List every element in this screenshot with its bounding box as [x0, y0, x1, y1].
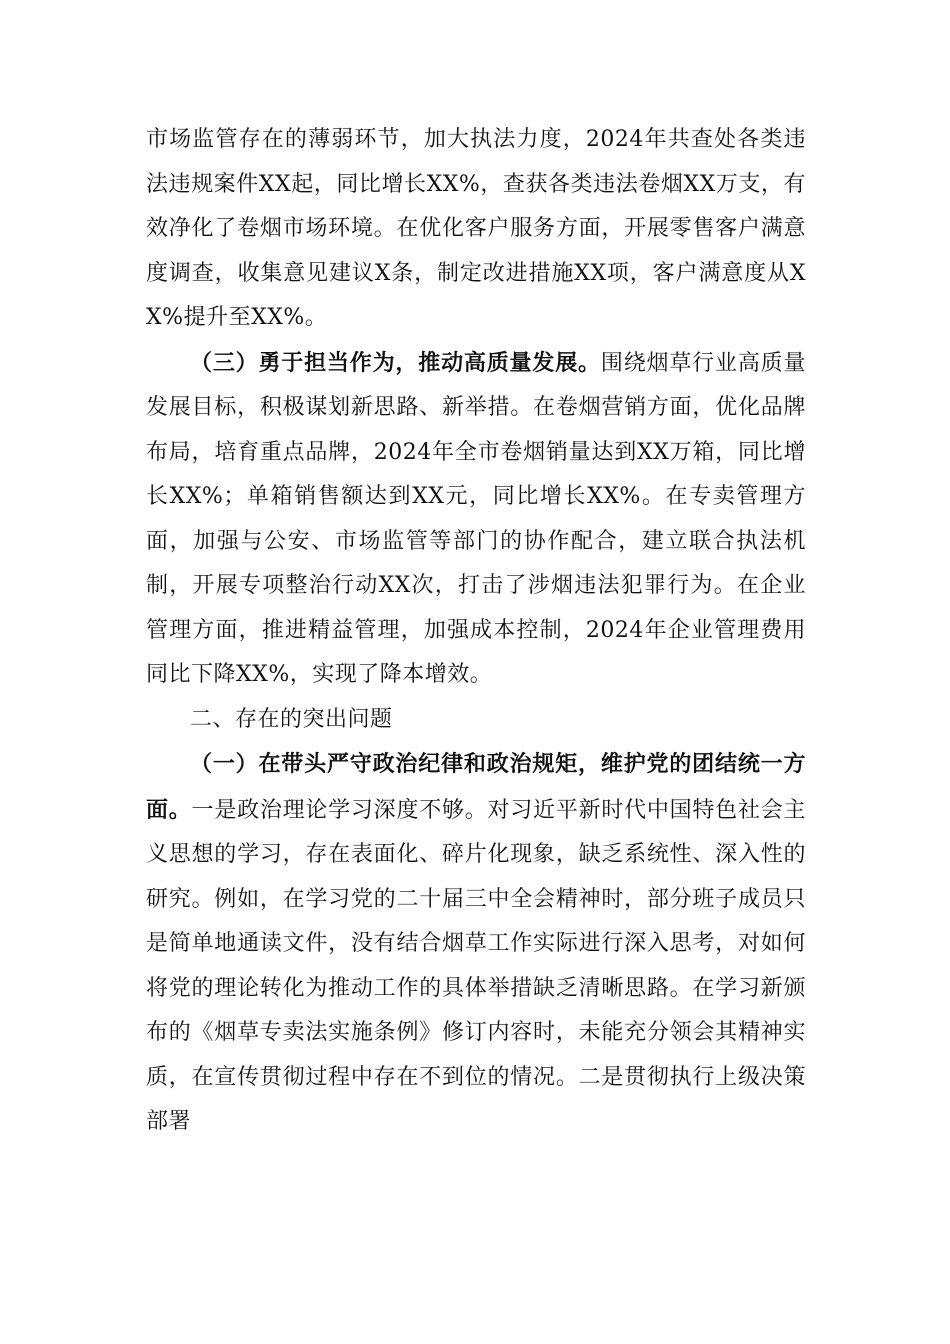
document-body — [146, 118, 806, 1145]
paragraph-text: 市场监管存在的薄弱环节，加大执法力度，2024年共查处各类违法违规案件XX起，同比增长XX%，查获各类违法卷烟XX万支，有效净化了卷烟市场环境。在优化客户服务方面，开展零售客户满意度调查，收集意见建议X条，制定改进措施XX项，客户满意度从XX%提升至XX%。 — [146, 127, 806, 330]
paragraph-lead-heading: （一）在带头严守政治纪律和政治规矩，维护党的团结统一方面。 — [146, 751, 806, 823]
paragraph-political-discipline — [146, 742, 806, 1145]
paragraph-high-quality-development — [146, 341, 806, 698]
paragraph-text: 围绕烟草行业高质量发展目标，积极谋划新思路、新举措。在卷烟营销方面，优化品牌布局，培育重点品牌，2024年全市卷烟销量达到XX万箱，同比增长XX%；单箱销售额达到XX元，同比增长XX%。在专卖管理方面，加强与公安、市场监管等部门的协作配合，建立联合执法机制，开展专项整治行动XX次，打击了涉烟违法犯罪行为。在企业管理方面，推进精益管理，加强成本控制，2024年企业管理费用同比下降XX%，实现了降本增效。 — [146, 350, 806, 687]
section-heading: 二、存在的突出问题 — [190, 706, 393, 732]
paragraph-lead-heading: （三）勇于担当作为，推动高质量发展。 — [190, 349, 601, 376]
paragraph-text: 一是政治理论学习深度不够。对习近平新时代中国特色社会主义思想的学习，存在表面化、碎片化现象，缺乏系统性、深入性的研究。例如，在学习党的二十届三中全会精神时，部分班子成员只是简单地通读文件，没有结合烟草工作实际进行深入思考，对如何将党的理论转化为推动工作的具体举措缺乏清晰思路。在学习新颁布的《烟草专卖法实施条例》修订内容时，未能充分领会其精神实质，在宣传贯彻过程中存在不到位的情况。二是贯彻执行上级决策部署 — [146, 797, 806, 1134]
paragraph-market-supervision — [146, 118, 806, 341]
